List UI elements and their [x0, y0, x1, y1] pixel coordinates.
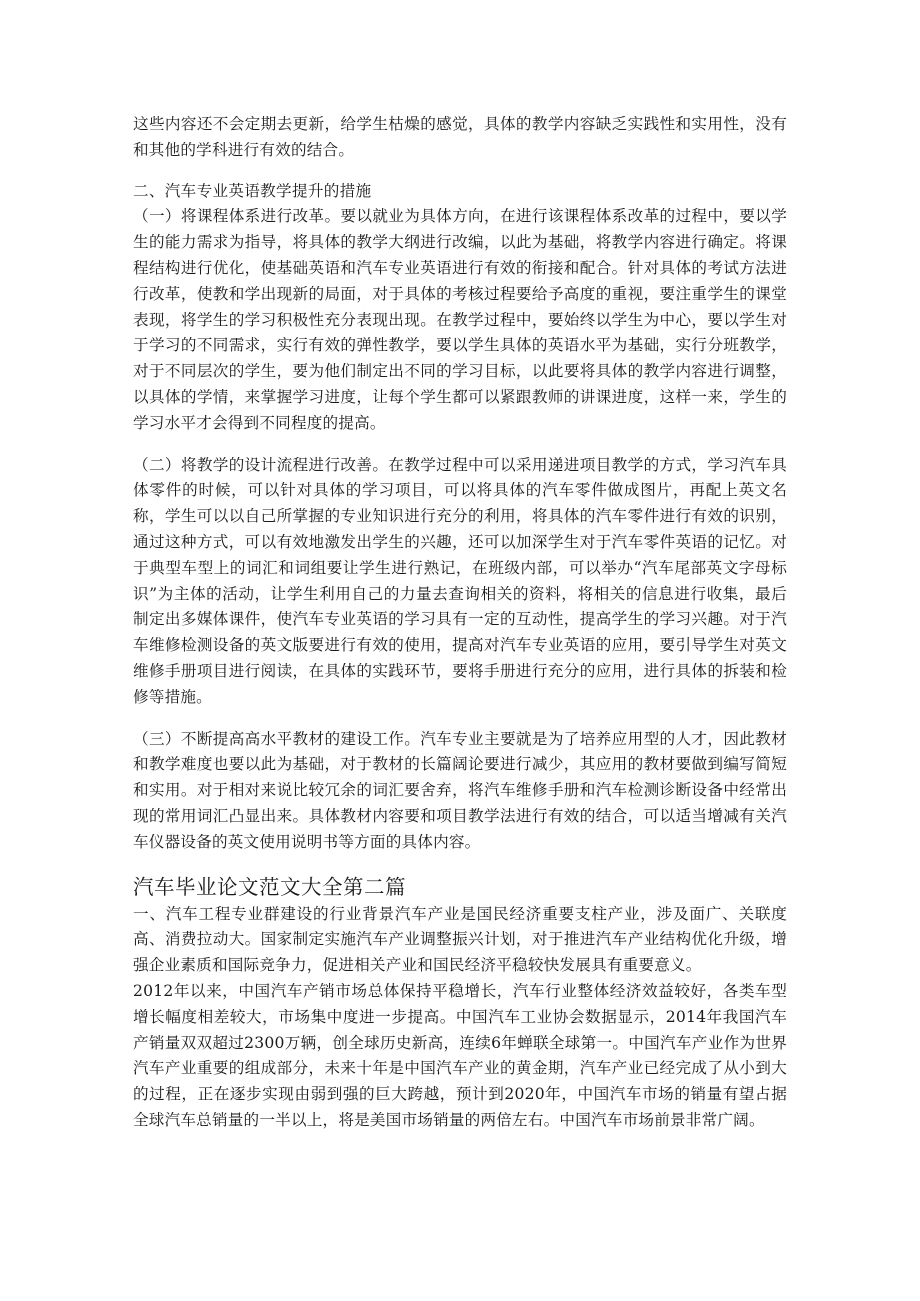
paragraph-measure-one: （一）将课程体系进行改革。要以就业为具体方向，在进行该课程体系改革的过程中，要以学生的能力需求为指导，将具体的教学大纲进行改编，以此为基础，将教学内容进行确定。将课程结构进行优化，使基础英语和汽车专业英语进行有效的衔接和配合。针对具体的考试方法进行改革，使教和学出现新的局面，对于具体的考核过程要给予高度的重视，要注重学生的课堂表现，将学生的学习积极性充分表现出现。在教学过程中，要始终以学生为中心，要以学生对于学习的不同需求，实行有效的弹性教学，要以学生具体的英语水平为基础，实行分班教学，对于不同层次的学生，要为他们制定出不同的学习目标，以此要将具体的教学内容进行调整，以具体的学情，来掌握学习进度，让每个学生都可以紧跟教师的讲课进度，这样一来，学生的学习水平才会得到不同程度的提高。	[133, 207, 787, 432]
paragraph-intro: 这些内容还不会定期去更新，给学生枯燥的感觉，具体的教学内容缺乏实践性和实用性，没有和其他的学科进行有效的结合。	[133, 115, 787, 159]
document-page	[133, 112, 787, 1134]
heading-measures: 二、汽车专业英语教学提升的措施	[133, 181, 372, 200]
paragraph-measure-two: （二）将教学的设计流程进行改善。在教学过程中可以采用递进项目教学的方式，学习汽车具体零件的时候，可以针对具体的学习项目，可以将具体的汽车零件做成图片，再配上英文名称，学生可以以自己所掌握的专业知识进行充分的利用，将具体的汽车零件进行有效的识别，通过这种方式，可以有效地激发出学生的兴趣，还可以加深学生对于汽车零件英语的记忆。对于典型车型上的词汇和词组要让学生进行熟记，在班级内部，可以举办“汽车尾部英文字母标识”为主体的活动，让学生利用自己的力量去查询相关的资料，将相关的信息进行收集，最后制定出多媒体课件，使汽车专业英语的学习具有一定的互动性，提高学生的学习兴趣。对于汽车维修检测设备的英文版要进行有效的使用，提高对汽车专业英语的应用，要引导学生对英文维修手册项目进行阅读，在具体的实践环节，要将手册进行充分的应用，进行具体的拆装和检修等措施。	[133, 455, 787, 706]
paragraph-industry-background: 一、汽车工程专业群建设的行业背景汽车产业是国民经济重要支柱产业，涉及面广、关联度高、消费拉动大。国家制定实施汽车产业调整振兴计划，对于推进汽车产业结构优化升级，增强企业素质和国际竞争力，促进相关产业和国民经济平稳较快发展具有重要意义。	[133, 904, 787, 975]
paragraph-market-data: 2012年以来，中国汽车产销市场总体保持平稳增长，汽车行业整体经济效益较好，各类车型增长幅度相差较大，市场集中度进一步提高。中国汽车工业协会数据显示，2014年我国汽车产销量双双超过2300万辆，创全球历史新高，连续6年蝉联全球第一。中国汽车产业作为世界汽车产业重要的组成部分，未来十年是中国汽车产业的黄金期，汽车产业已经完成了从小到大的过程，正在逐步实现由弱到强的巨大跨越，预计到2020年，中国汽车市场的销量有望占据全球汽车总销量的一半以上，将是美国市场销量的两倍左右。中国汽车市场前景非常广阔。	[133, 981, 787, 1129]
paragraph-measure-three: （三）不断提高高水平教材的建设工作。汽车专业主要就是为了培养应用型的人才，因此教材和教学难度也要以此为基础，对于教材的长篇阔论要进行减少，其应用的教材要做到编写简短和实用。对于相对来说比较冗余的词汇要舍弃，将汽车维修手册和汽车检测诊断设备中经常出现的常用词汇凸显出来。具体教材内容要和项目教学法进行有效的结合，可以适当增减有关汽车仪器设备的英文使用说明书等方面的具体内容。	[133, 729, 787, 851]
section-title: 汽车毕业论文范文大全第二篇	[133, 874, 406, 899]
